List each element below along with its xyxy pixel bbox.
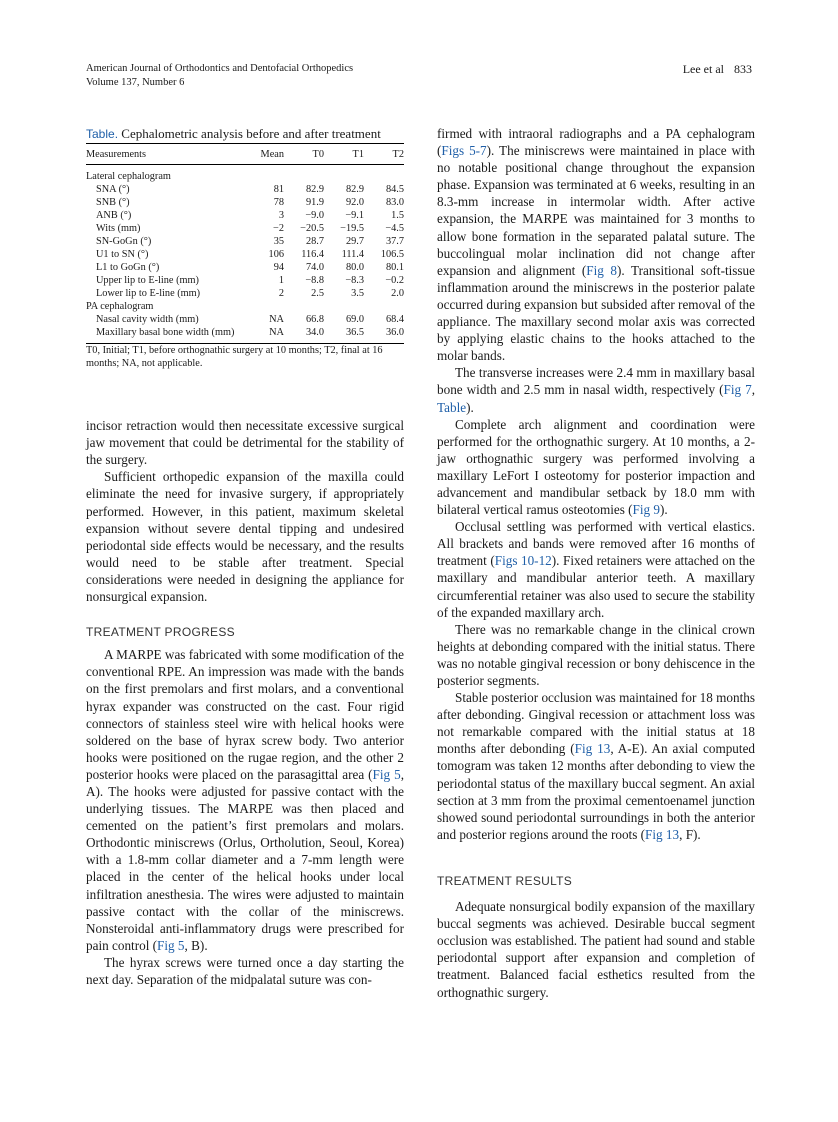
text-run: , B).	[184, 937, 208, 953]
table-row	[86, 274, 404, 287]
value-cell: −8.8	[305, 275, 324, 287]
measurement-cell: Nasal cavity width (mm)	[96, 314, 199, 326]
value-cell: 66.8	[305, 314, 324, 326]
text-run: Stable posterior occlusion was maintained for 18 months after debonding. Gingival recession or attachment loss was not remarkable compared with the initial status at 18 months after debonding (	[437, 690, 755, 757]
figure-link[interactable]: Figs 10-12	[494, 553, 552, 569]
table-group-row	[86, 300, 404, 313]
measurement-cell: Lower lip to E-line (mm)	[96, 288, 201, 300]
table-row	[86, 196, 404, 209]
text-run: Complete arch alignment and coordination were performed for the orthognathic surgery. At 10 months, a 2-jaw orthognathic surgery was performed involving a maxillary LeFort I osteotomy for posterior impaction and advancement and mandibular setback by 18.0 mm with bilateral vertical ramus osteotomies (	[437, 416, 755, 518]
text-run: , F).	[679, 826, 701, 842]
value-cell: 37.7	[385, 236, 404, 248]
value-cell: 2	[278, 288, 284, 300]
value-cell: −20.5	[300, 223, 324, 235]
measurement-cell: Upper lip to E-line (mm)	[96, 275, 199, 287]
table-row	[86, 326, 404, 344]
table-header-row	[86, 144, 404, 165]
table-body	[86, 165, 404, 344]
value-cell: 111.4	[341, 249, 364, 261]
value-cell: 82.9	[345, 184, 364, 196]
value-cell: 83.0	[385, 197, 404, 209]
text-run: firmed with intraoral radiographs and a PA cephalogram (	[437, 126, 755, 159]
value-cell: 94	[273, 262, 284, 274]
text-run: ). The miniscrews were maintained in place with no notable positional change throughout the expansion phase. Expansion was terminated at 6 weeks, resulting in an 8.3-mm increase in intermolar width. After active expansion, the MARPE was maintained for 3 months to allow bone formation in the separated palatal suture. The buccolingual molar inclination did not change after expansion and alignment (	[437, 143, 755, 278]
measurement-cell: ANB (°)	[96, 210, 132, 222]
value-cell: 1.5	[391, 210, 404, 222]
value-cell: −9.1	[345, 210, 364, 222]
value-cell: 81	[273, 184, 284, 196]
text-run: Occlusal settling was performed with vertical elastics. All brackets and bands were removed after 16 months of treatment (	[437, 519, 755, 569]
paragraph: Sufficient orthopedic expansion of the maxilla could eliminate the need for invasive surgery, if appropriately performed. However, in this patient, maximum skeletal expansion without severe dental tipping and undesired periodontal side effects would be necessary, and the results would need to be stable after treatment. Special considerations were needed in designing the appliance for nonsurgical expansion.	[86, 469, 404, 605]
text-run: ,	[751, 382, 755, 398]
figure-link[interactable]: Fig 5	[157, 937, 185, 953]
paragraph	[437, 518, 755, 621]
journal-volume: Volume 137, Number 6	[86, 77, 185, 88]
value-cell: 3	[278, 210, 284, 222]
paragraph	[437, 689, 755, 843]
value-cell: 3.5	[351, 288, 364, 300]
value-cell: 80.1	[385, 262, 404, 274]
table-footnote: T0, Initial; T1, before orthognathic surgery at 10 months; T2, final at 16 months; NA, not applicable.	[86, 345, 383, 370]
paragraph	[86, 646, 404, 954]
measurement-cell: SN-GoGn (°)	[96, 236, 152, 248]
text-run: ).	[466, 399, 474, 415]
measurement-cell: SNB (°)	[96, 197, 130, 209]
figure-link[interactable]: Fig 8	[586, 262, 617, 278]
col-header: T2	[364, 144, 404, 165]
measurement-cell: L1 to GoGn (°)	[96, 262, 160, 274]
figure-link[interactable]: Fig 13	[574, 741, 611, 757]
value-cell: 74.0	[305, 262, 324, 274]
group-label: PA cephalogram	[86, 301, 154, 313]
value-cell: 80.0	[345, 262, 364, 274]
paragraph	[437, 364, 755, 415]
left-column	[86, 125, 404, 988]
measurement-cell: SNA (°)	[96, 184, 130, 196]
paragraph: There was no remarkable change in the clinical crown heights at debonding compared with the initial status. There was no notable gingival recession or bony dehiscence in the posterior segments.	[437, 621, 755, 688]
paragraph	[437, 416, 755, 519]
figure-link[interactable]: Fig 9	[632, 502, 661, 518]
group-label: Lateral cephalogram	[86, 171, 171, 183]
figure-link[interactable]: Figs 5-7	[441, 143, 487, 159]
value-cell: 68.4	[385, 314, 404, 326]
value-cell: 1	[278, 275, 284, 287]
measurement-cell: Wits (mm)	[96, 223, 141, 235]
value-cell: NA	[269, 314, 284, 326]
value-cell: 91.9	[305, 197, 324, 209]
value-cell: 82.9	[305, 184, 324, 196]
value-cell: −2	[273, 223, 284, 235]
value-cell: 34.0	[284, 326, 324, 344]
value-cell: 92.0	[345, 197, 364, 209]
value-cell: 35	[273, 236, 284, 248]
journal-title: American Journal of Orthodontics and Dentofacial Orthopedics	[86, 63, 354, 74]
table-group-row	[86, 165, 404, 184]
value-cell: 2.0	[391, 288, 404, 300]
table-link[interactable]: Table	[437, 399, 467, 415]
value-cell: 28.7	[305, 236, 324, 248]
value-cell: 2.5	[311, 288, 324, 300]
cephalometric-table	[86, 143, 404, 344]
table-label: Table.	[86, 127, 119, 141]
value-cell: −4.5	[385, 223, 404, 235]
table-block	[86, 125, 404, 370]
table-row	[86, 209, 404, 222]
paragraph: The hyrax screws were turned once a day starting the next day. Separation of the midpalatal suture was con-	[86, 954, 404, 987]
figure-link[interactable]: Fig 13	[645, 826, 680, 842]
paragraph	[437, 125, 755, 364]
text-run: , A-E). An axial computed tomogram was taken 12 months after debonding to view the periodontal status of the maxillary buccal segment. An axial section at 3 mm from the proximal cementoenamel junction showed sound periodontal surroundings in both the anterior and posterior regions around the roots (	[437, 741, 756, 842]
figure-link[interactable]: Fig 7	[723, 382, 752, 398]
value-cell: NA	[244, 326, 284, 344]
table-row	[86, 183, 404, 196]
table-row	[86, 248, 404, 261]
table-caption-text: Cephalometric analysis before and after treatment	[121, 126, 381, 141]
measurement-cell: U1 to SN (°)	[96, 249, 149, 261]
col-header: Mean	[244, 144, 284, 165]
paragraph: incisor retraction would then necessitate excessive surgical jaw movement that could be detrimental for the stability of the surgery.	[86, 418, 404, 468]
text-run: ). Transitional soft-tissue inflammation around the miniscrews in the posterior palate occurred during expansion but subsided after removal of the appliance. The maxillary second molar axis was corrected by applying elastic chains to the hooks attached to the molar bands.	[437, 262, 756, 364]
text-run: ). Fixed retainers were attached on the maxillary and mandibular anterior teeth. A maxillary circumferential retainer was also used to secure the stability of the expanded maxillary arch.	[437, 553, 755, 620]
value-cell: 69.0	[345, 314, 364, 326]
running-header-journal	[86, 62, 353, 90]
text-run: ).	[660, 502, 668, 518]
value-cell: 106.5	[380, 249, 404, 261]
value-cell: 116.4	[301, 249, 324, 261]
value-cell: −8.3	[345, 275, 364, 287]
value-cell: 78	[273, 197, 284, 209]
right-column	[437, 125, 755, 1001]
value-cell: 36.5	[324, 326, 364, 344]
value-cell: 84.5	[385, 184, 404, 196]
col-header: T1	[324, 144, 364, 165]
value-cell: 29.7	[345, 236, 364, 248]
text-run: A MARPE was fabricated with some modification of the conventional RPE. An impression was made with the bands on the first premolars and first molars, and a conventional hyrax expander was constructed on the cast. Four rigid connectors of stainless steel wire with helical hooks were soldered on the base of hyrax screw body. Two anterior hooks were positioned on the rugae region, and the other 2 posterior hooks were placed on the parasagittal area (	[86, 647, 404, 782]
measurement-cell: Maxillary basal bone width (mm)	[86, 326, 244, 344]
figure-link[interactable]: Fig 5	[372, 766, 401, 782]
value-cell: −9.0	[305, 210, 324, 222]
paragraph: Adequate nonsurgical bodily expansion of the maxillary buccal segments was achieved. Desirable buccal segment occlusion was established. The patient had sound and stable periodontal support after expansion and completion of treatment. Balanced facial esthetics resulted from the orthognathic surgery.	[437, 899, 755, 1000]
table-row	[86, 287, 404, 300]
page-number: 833	[734, 62, 752, 76]
text-run: The transverse increases were 2.4 mm in maxillary basal bone width and 2.5 mm in nasal width, respectively (	[437, 365, 755, 398]
table-caption	[86, 125, 404, 143]
value-cell: −0.2	[385, 275, 404, 287]
authors: Lee et al	[682, 62, 724, 76]
section-heading-treatment-results: TREATMENT RESULTS	[437, 873, 573, 888]
value-cell: 106	[268, 249, 284, 261]
value-cell: 36.0	[364, 326, 404, 344]
table-row	[86, 313, 404, 326]
text-run: , A). The hooks were adjusted for passive contact with the underlying tissues. The MARPE was then placed and cemented on the patient’s first premolars and molars. Orthodontic miniscrews (Orlus, Ortholution, Seoul, Korea) with a 1.8-mm collar diameter and a 7-mm length were placed in the center of the helical hooks under local infiltration anesthesia. The wires were adjusted to maintain passive contact with the collar of the miniscrews. Nonsteroidal anti-inflammatory drugs were prescribed for pain control (	[86, 766, 404, 953]
running-header-page	[683, 62, 752, 76]
table-row	[86, 235, 404, 248]
value-cell: −19.5	[340, 223, 364, 235]
table-row	[86, 261, 404, 274]
table-row	[86, 222, 404, 235]
col-header: T0	[284, 144, 324, 165]
section-heading-treatment-progress: TREATMENT PROGRESS	[86, 625, 235, 640]
col-header: Measurements	[86, 144, 244, 165]
